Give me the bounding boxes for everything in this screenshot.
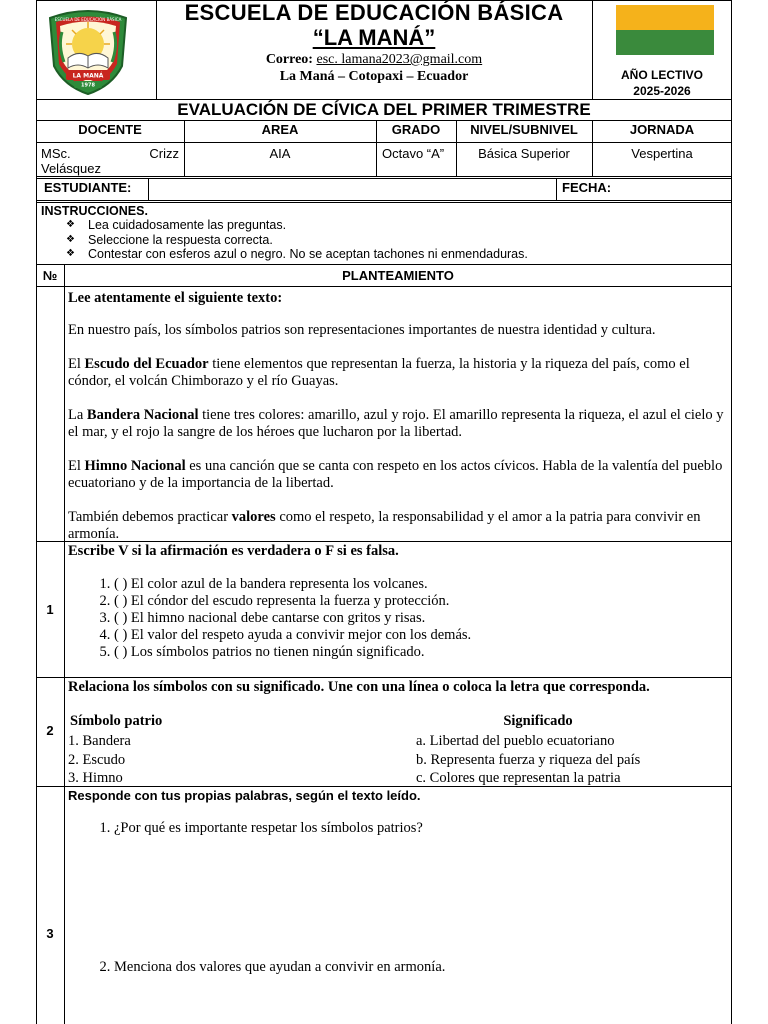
date-label: FECHA: — [562, 180, 612, 195]
q1-item[interactable]: 4. ( ) El valor del respeto ayuda a convivir mejor con los demás. — [114, 627, 728, 644]
q1-number: 1 — [46, 602, 54, 617]
instruction-item: ❖ Seleccione la respuesta correcta. — [64, 233, 724, 248]
school-name-line2: “LA MANÁ” — [312, 25, 436, 50]
rule — [36, 202, 732, 203]
q3-answer-area-1[interactable] — [114, 842, 714, 952]
header-grado: GRADO — [391, 122, 441, 137]
q2-left-list — [68, 732, 368, 788]
instruction-item: ❖ Lea cuidadosamente las preguntas. — [64, 218, 724, 233]
header-area: AREA — [261, 122, 299, 137]
rule — [36, 120, 732, 121]
text-span: como el respeto, la responsabilidad y el amor a la patria para convivir en armonía. — [68, 509, 701, 542]
q3-list-1 — [68, 820, 728, 837]
header-num: № — [42, 268, 58, 283]
logo-text-name: LA MANÁ — [72, 72, 104, 80]
header-nivel: NIVEL/SUBNIVEL — [470, 122, 578, 137]
reading-text — [68, 290, 728, 543]
flag-green-band — [616, 30, 714, 55]
text-span: es una canción que se canta con respeto en los actos cívicos. Habla de la valentía del pueblo ecuatoriano y de la importancia de la libertad. — [68, 458, 723, 491]
rule — [36, 786, 732, 787]
q2-left-item[interactable]: 1. Bandera — [68, 733, 131, 749]
grado-value: Octavo “A” — [382, 146, 445, 161]
q2-right-item[interactable]: a. Libertad del pueblo ecuatoriano — [416, 733, 615, 749]
header-docente: DOCENTE — [78, 122, 142, 137]
rule — [36, 176, 732, 177]
email-link[interactable]: esc. lamana2023@gmail.com — [316, 52, 483, 67]
year-label: AÑO LECTIVO — [620, 68, 703, 82]
logo-text-year: 1978 — [81, 82, 95, 89]
school-name-line1: ESCUELA DE EDUCACIÓN BÁSICA — [184, 0, 564, 25]
school-name-line2-wrap — [156, 26, 592, 50]
email-line — [156, 52, 592, 68]
rule — [556, 178, 557, 200]
q3-number: 3 — [46, 926, 54, 941]
rule — [36, 264, 732, 265]
reading-p2 — [68, 356, 728, 390]
q1-item[interactable]: 2. ( ) El cóndor del escudo representa la fuerza y protección. — [114, 593, 728, 610]
q1-item[interactable]: 3. ( ) El himno nacional debe cantarse con gritos y risas. — [114, 610, 728, 627]
q3-item: 2. Menciona dos valores que ayudan a convivir en armonía. — [114, 959, 728, 976]
reading-p5 — [68, 509, 728, 543]
docente-firstname: Crizz — [149, 146, 179, 161]
q2-col-right-header: Significado — [503, 713, 573, 729]
q2-right-item[interactable]: b. Representa fuerza y riqueza del país — [416, 751, 641, 768]
location-line: La Maná – Cotopaxi – Ecuador — [279, 69, 469, 84]
q2-left-item[interactable]: 2. Escudo — [68, 751, 126, 768]
q3-answer-area-2[interactable] — [114, 980, 714, 1020]
reading-p3 — [68, 407, 728, 441]
q3-item-2-wrap — [68, 959, 728, 976]
q3-item: 1. ¿Por qué es importante respetar los símbolos patrios? — [114, 820, 728, 837]
logo-text-top: ESCUELA DE EDUCACIÓN BÁSICA — [54, 17, 122, 22]
bandera-bold: Bandera Nacional — [86, 407, 199, 423]
q2-left-item[interactable]: 3. Himno — [68, 770, 123, 786]
header-jornada: JORNADA — [629, 122, 695, 137]
q1-title: Escribe V si la afirmación es verdadera o F si es falsa. — [68, 543, 399, 559]
q3-title: Responde con tus propias palabras, según el texto leído. — [68, 788, 421, 803]
rule — [64, 264, 65, 1024]
jornada-value: Vespertina — [631, 146, 693, 161]
q1-item[interactable]: 1. ( ) El color azul de la bandera representa los volcanes. — [114, 576, 728, 593]
instructions-list — [64, 218, 724, 262]
exam-title: EVALUACIÓN DE CÍVICA DEL PRIMER TRIMESTRE — [177, 100, 591, 119]
rule — [36, 142, 732, 143]
header-planteamiento: PLANTEAMIENTO — [342, 268, 454, 283]
email-label: Correo: — [265, 52, 313, 67]
text-span: tiene tres colores: amarillo, azul y rojo. El amarillo representa la riqueza, el azul el cielo y el mar, y el rojo la sangre de los héroes que lucharon por la libertad. — [68, 407, 724, 440]
rule — [36, 178, 732, 179]
q2-number: 2 — [46, 723, 54, 738]
rule — [36, 286, 732, 287]
year-value: 2025-2026 — [633, 84, 691, 98]
rule — [148, 178, 149, 200]
text-span: El — [68, 356, 85, 372]
q3-list-2 — [68, 959, 728, 976]
instructions-list-wrap — [64, 218, 724, 262]
reading-intro: Lee atentamente el siguiente texto: — [68, 290, 283, 306]
docente-title: MSc. — [41, 146, 71, 161]
rule — [36, 200, 732, 201]
instruction-item: ❖ Contestar con esferos azul o negro. No se aceptan tachones ni enmendaduras. — [64, 247, 724, 262]
escudo-bold: Escudo del Ecuador — [84, 356, 209, 372]
rule — [36, 677, 732, 678]
text-span: También debemos practicar — [68, 509, 232, 525]
valores-bold: valores — [231, 509, 276, 525]
text-span: El — [68, 458, 85, 474]
area-value: AIA — [269, 146, 291, 161]
docente-value — [41, 146, 179, 176]
q2-col-left-header: Símbolo patrio — [70, 713, 163, 729]
q2-right-item[interactable]: c. Colores que representan la patria — [416, 770, 621, 786]
school-logo — [42, 6, 134, 96]
q3-item-1-wrap — [68, 820, 728, 837]
text-span: La — [68, 407, 87, 423]
student-label: ESTUDIANTE: — [44, 180, 132, 195]
reading-p4 — [68, 458, 728, 492]
q1-content — [68, 543, 728, 661]
date-field[interactable] — [620, 180, 730, 198]
nivel-value: Básica Superior — [478, 146, 570, 161]
flag-yellow-band — [616, 5, 714, 30]
flag — [616, 5, 714, 55]
instructions-title: INSTRUCCIONES. — [41, 204, 148, 218]
rule — [36, 541, 732, 542]
q2-right-list — [416, 732, 728, 788]
q1-list — [68, 576, 728, 661]
school-year — [592, 67, 732, 99]
q2-title: Relaciona los símbolos con su significado. Une con una línea o coloca la letra que corresponda. — [68, 679, 650, 695]
docente-lastname: Velásquez — [41, 161, 101, 176]
student-name-field[interactable] — [150, 180, 554, 198]
reading-p1: En nuestro país, los símbolos patrios son representaciones importantes de nuestra identidad y cultura. — [68, 322, 656, 338]
q1-item[interactable]: 5. ( ) Los símbolos patrios no tienen ningún significado. — [114, 644, 728, 661]
himno-bold: Himno Nacional — [84, 458, 186, 474]
text-span: tiene elementos que representan la fuerza, la historia y la riqueza del país, como el cóndor, el volcán Chimborazo y el río Guayas. — [68, 356, 690, 389]
